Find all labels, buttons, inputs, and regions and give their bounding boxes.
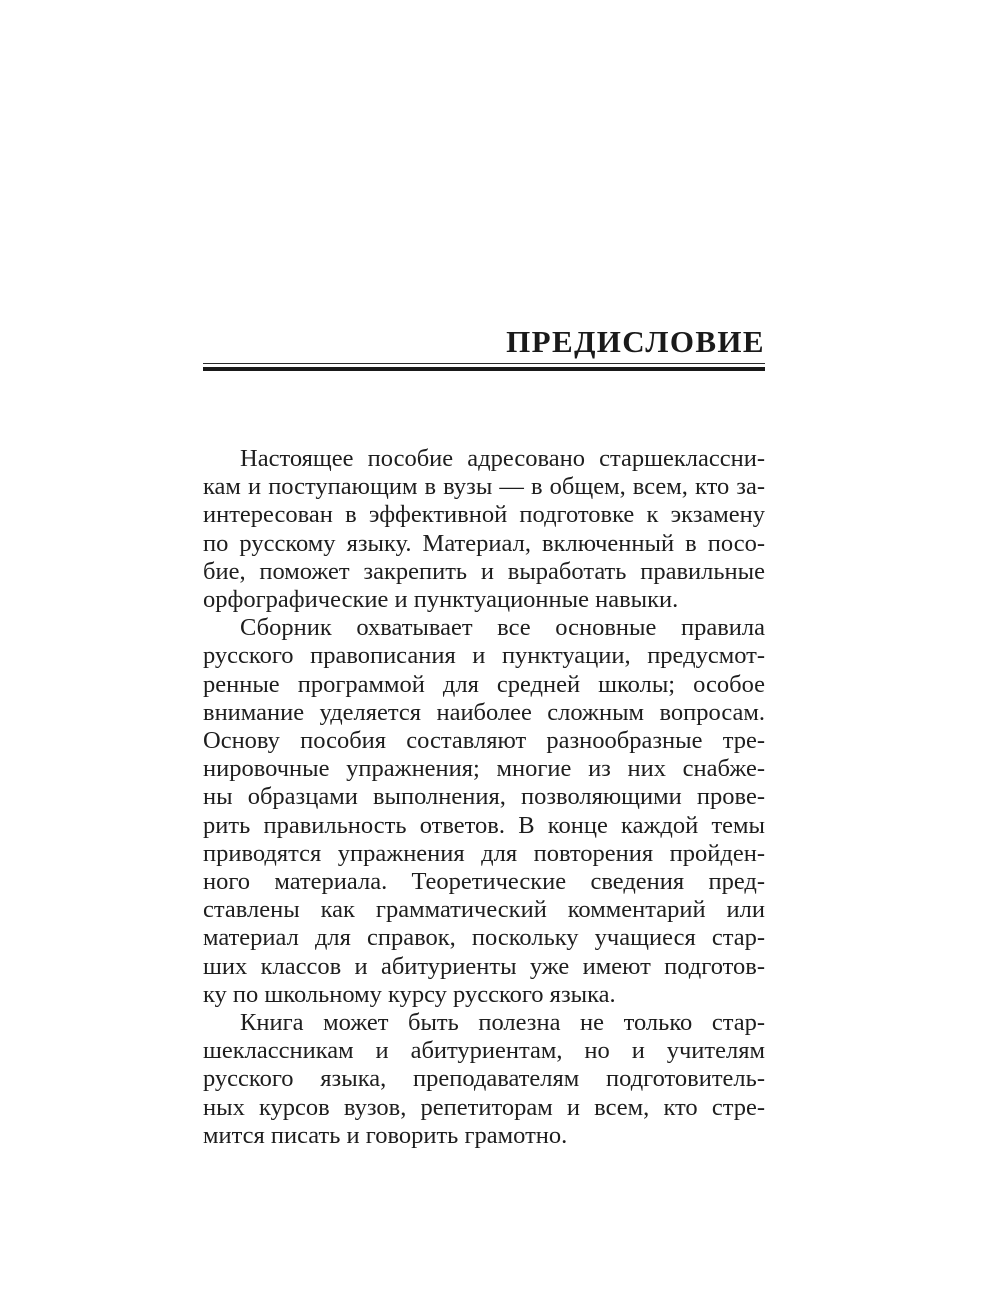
text-line: внимание уделяется наиболее сложным вопросам. xyxy=(203,698,765,726)
text-line: рить правильность ответов. В конце каждой темы xyxy=(203,811,765,839)
text-line: Сборник охватывает все основные правила xyxy=(240,614,765,642)
paragraph-2 xyxy=(203,614,765,1009)
paragraph-1 xyxy=(203,445,765,614)
paragraph-3 xyxy=(203,1009,765,1150)
text-line: приводятся упражнения для повторения пройден- xyxy=(203,839,765,867)
text-line: орфографические и пунктуационные навыки. xyxy=(203,586,679,614)
text-line: ставлены как грамматический комментарий или xyxy=(203,896,765,924)
text-line: ренные программой для средней школы; особое xyxy=(203,670,765,698)
text-line: шеклассникам и абитуриентам, но и учителям xyxy=(203,1037,765,1065)
text-line: русского языка, преподавателям подготовитель- xyxy=(203,1065,765,1093)
text-line: Книга может быть полезна не только стар- xyxy=(240,1009,765,1037)
text-line: русского правописания и пунктуации, предусмот- xyxy=(203,642,765,670)
text-line: интересован в эффективной подготовке к экзамену xyxy=(203,501,765,529)
chapter-heading: ПРЕДИСЛОВИЕ xyxy=(506,324,765,359)
heading-thick-rule xyxy=(203,367,765,371)
text-line: бие, поможет закрепить и выработать правильные xyxy=(203,557,765,585)
text-line: ших классов и абитуриенты уже имеют подготов- xyxy=(203,952,765,980)
text-line: мится писать и говорить грамотно. xyxy=(203,1121,568,1149)
text-line: Настоящее пособие адресовано старшеклассни- xyxy=(240,445,765,472)
text-line: нировочные упражнения; многие из них снабже- xyxy=(203,755,765,783)
text-line: материал для справок, поскольку учащиеся стар- xyxy=(203,924,765,952)
text-line: ны образцами выполнения, позволяющими прове- xyxy=(203,783,765,811)
text-line: ных курсов вузов, репетиторам и всем, кто стре- xyxy=(203,1093,765,1121)
heading-thin-rule xyxy=(203,363,765,364)
text-line: ного материала. Теоретические сведения пред- xyxy=(203,868,765,896)
text-line: ку по школьному курсу русского языка. xyxy=(203,980,616,1008)
text-line: Основу пособия составляют разнообразные тре- xyxy=(203,727,765,755)
text-line: кам и поступающим в вузы — в общем, всем, кто за- xyxy=(203,473,765,501)
text-line: по русскому языку. Материал, включенный в посо- xyxy=(203,529,765,557)
preface-body xyxy=(203,445,765,1150)
